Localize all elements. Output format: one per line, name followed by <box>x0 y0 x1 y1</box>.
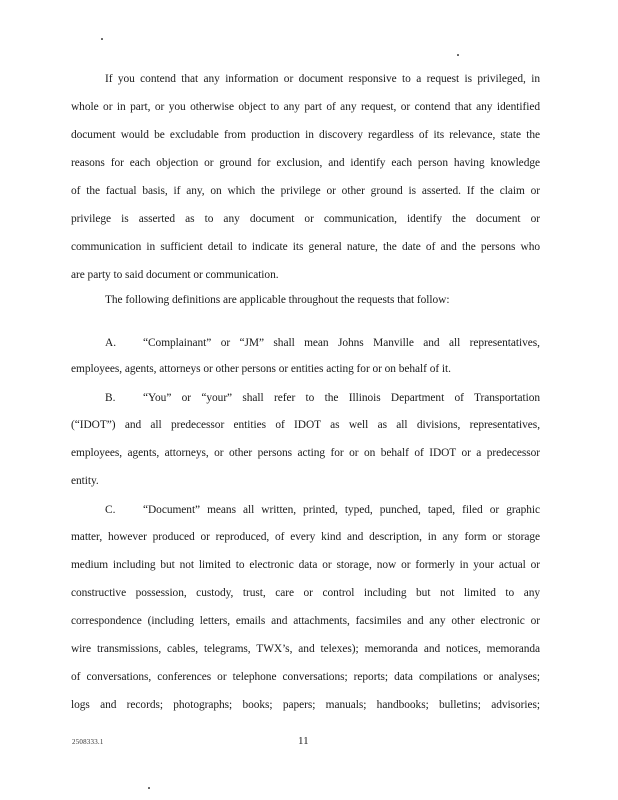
definition-line: (“IDOT”) and all predecessor entities of IDOT as well as all divisions, representatives, <box>71 419 540 431</box>
scan-speck <box>457 54 459 56</box>
paragraph-line: privilege is asserted as to any document or communication, identify the document or <box>71 213 540 225</box>
definition-line: employees, agents, attorneys, or other persons acting for or on behalf of IDOT or a predecessor <box>71 447 540 459</box>
definition-line: correspondence (including letters, emails and attachments, facsimiles and any other electronic or <box>71 615 540 627</box>
definition-line: wire transmissions, cables, telegrams, TWX’s, and telexes); memoranda and notices, memoranda <box>71 643 540 655</box>
paragraph-line: whole or in part, or you otherwise object to any part of any request, or contend that any identified <box>71 101 540 113</box>
definition-line: of conversations, conferences or telephone conversations; reports; data compilations or analyses; <box>71 671 540 683</box>
scan-speck <box>101 38 103 40</box>
definition-line: entity. <box>71 475 99 487</box>
page-number: 11 <box>298 735 309 747</box>
paragraph-line: communication in sufficient detail to indicate its general nature, the date of and the persons who <box>71 241 540 253</box>
definition-line: logs and records; photographs; books; papers; manuals; handbooks; bulletins; advisories; <box>71 699 540 711</box>
definition-label: B. <box>105 392 116 404</box>
paragraph-line: of the factual basis, if any, on which the privilege or other ground is asserted. If the claim or <box>71 185 540 197</box>
paragraph-line: If you contend that any information or document responsive to a request is privileged, in <box>105 73 540 85</box>
paragraph-line: reasons for each objection or ground for exclusion, and identify each person having knowledge <box>71 157 540 169</box>
definition-line: constructive possession, custody, trust, care or control including but not limited to any <box>71 587 540 599</box>
scan-speck <box>148 787 150 789</box>
definition-line: matter, however produced or reproduced, of every kind and description, in any form or storage <box>71 531 540 543</box>
definitions-intro: The following definitions are applicable throughout the requests that follow: <box>105 294 450 306</box>
paragraph-line: are party to said document or communication. <box>71 269 279 281</box>
definition-line: employees, agents, attorneys or other persons or entities acting for or on behalf of it. <box>71 363 451 375</box>
definition-line: “Document” means all written, printed, typed, punched, taped, filed or graphic <box>143 504 540 516</box>
definition-line: “You” or “your” shall refer to the Illinois Department of Transportation <box>143 392 540 404</box>
paragraph-line: document would be excludable from production in discovery regardless of its relevance, state the <box>71 129 540 141</box>
definition-label: C. <box>105 504 116 516</box>
definition-line: medium including but not limited to electronic data or storage, now or formerly in your actual or <box>71 559 540 571</box>
definition-label: A. <box>105 337 117 349</box>
document-id: 2508333.1 <box>72 738 104 746</box>
definition-line: “Complainant” or “JM” shall mean Johns Manville and all representatives, <box>143 337 540 349</box>
